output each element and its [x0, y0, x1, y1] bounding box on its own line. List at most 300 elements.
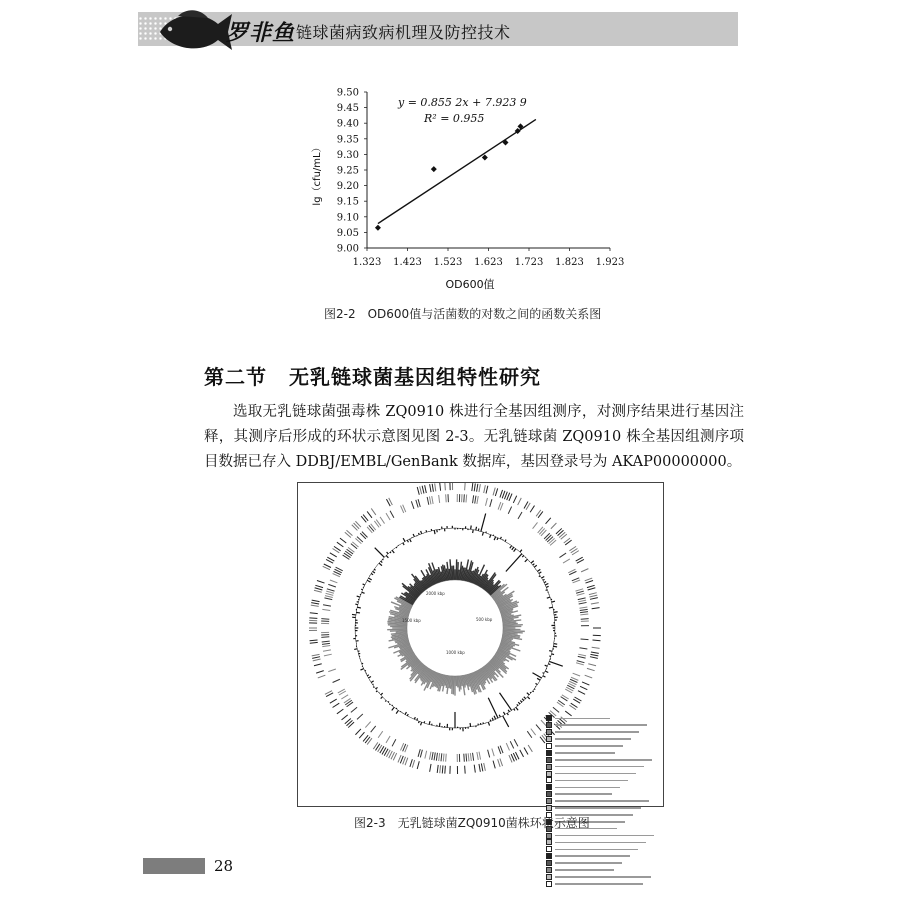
gc-spike — [520, 550, 522, 552]
gc-spike — [488, 722, 489, 725]
gene-tick — [321, 637, 329, 638]
gene-tick — [479, 752, 481, 760]
legend-item — [546, 853, 658, 860]
gene-tick — [580, 686, 587, 689]
legend-text-line — [555, 731, 639, 733]
gc-spike — [490, 720, 491, 722]
gc-spike — [500, 537, 501, 539]
gene-tick — [563, 559, 570, 563]
y-tick-label: 9.15 — [336, 196, 359, 208]
legend-text-line — [555, 745, 623, 747]
gene-tick — [367, 511, 372, 517]
y-tick-label: 9.50 — [336, 87, 359, 99]
gene-tick — [587, 585, 595, 587]
gc-spike — [387, 552, 388, 554]
gc-spike — [532, 673, 541, 678]
fish-icon — [156, 8, 234, 54]
legend-swatch — [546, 874, 552, 880]
gene-tick — [530, 506, 534, 513]
gene-tick — [495, 488, 497, 496]
gc-spike — [545, 671, 548, 672]
gc-spike — [549, 651, 552, 652]
gc-spike — [503, 716, 509, 727]
gc-spike — [510, 546, 512, 549]
scale-label-2000: 2000 kbp — [426, 591, 445, 596]
legend-item — [546, 715, 658, 722]
gene-tick — [355, 538, 361, 543]
gene-tick — [493, 488, 495, 496]
gc-spike — [527, 693, 529, 695]
figure-2-2-caption: 图2-2 OD600值与活菌数的对数之间的函数关系图 — [324, 307, 602, 321]
gene-tick — [316, 671, 324, 673]
gene-tick — [439, 495, 440, 503]
gene-tick — [330, 699, 337, 703]
gene-tick — [392, 739, 396, 746]
gc-spike — [546, 586, 548, 587]
gene-tick — [315, 588, 323, 590]
gene-tick — [484, 485, 486, 493]
gene-tick — [485, 498, 487, 506]
gene-tick — [578, 654, 586, 656]
gc-spike — [407, 714, 408, 716]
gene-tick — [322, 641, 330, 642]
gene-tick — [337, 709, 343, 714]
gc-spike — [549, 607, 553, 608]
gene-tick — [580, 609, 588, 610]
gc-spike — [554, 612, 558, 613]
gc-spike — [473, 530, 474, 533]
gc-spike — [542, 576, 545, 578]
legend-text-line — [555, 724, 647, 726]
gene-tick — [510, 741, 514, 748]
legend-text-line — [555, 718, 610, 720]
gc-spike — [419, 721, 420, 723]
gene-tick — [378, 731, 383, 738]
gene-tick — [464, 754, 465, 762]
gene-tick — [465, 483, 466, 490]
gc-spike — [403, 538, 405, 541]
gc-spike — [478, 528, 479, 530]
legend-swatch — [546, 853, 552, 859]
gene-tick — [365, 722, 370, 728]
legend-text-line — [555, 883, 643, 885]
gene-tick — [520, 750, 524, 757]
gene-tick — [518, 498, 522, 505]
gene-tick — [553, 707, 559, 712]
gene-tick — [508, 507, 511, 514]
gene-tick — [357, 714, 363, 719]
gc-spike — [494, 716, 496, 720]
gc-spike — [360, 669, 363, 670]
gc-spike — [512, 547, 514, 550]
legend-text-line — [555, 855, 630, 857]
gene-tick — [371, 726, 376, 732]
legend-text-line — [555, 773, 636, 775]
gene-tick — [536, 725, 541, 731]
gene-tick — [466, 495, 467, 503]
y-tick-label: 9.20 — [336, 181, 359, 193]
gene-tick — [412, 760, 414, 768]
y-tick-label: 9.10 — [336, 212, 359, 224]
gc-skew-bar — [390, 630, 407, 631]
gene-tick — [477, 484, 478, 492]
gene-tick — [479, 764, 480, 772]
y-tick-label: 9.05 — [336, 227, 359, 239]
gene-tick — [312, 600, 320, 602]
gene-tick — [323, 605, 331, 606]
gc-spike — [367, 580, 370, 582]
gc-spike — [434, 530, 435, 534]
gc-spike — [508, 710, 509, 712]
gene-tick — [317, 580, 325, 583]
gene-tick — [432, 496, 433, 504]
gc-spike — [528, 697, 530, 699]
gene-tick — [314, 590, 322, 592]
legend-item — [546, 784, 658, 791]
gc-spike — [354, 649, 357, 650]
inner-circle — [407, 580, 503, 676]
header-logo-text: 罗非鱼 — [226, 20, 296, 46]
gc-spike — [371, 574, 373, 575]
gc-spike — [506, 554, 522, 572]
gc-spike — [424, 721, 425, 723]
gene-tick — [546, 518, 551, 524]
gc-skew-bar — [503, 625, 523, 626]
x-tick-label: 1.423 — [393, 257, 422, 268]
gene-tick — [437, 765, 438, 773]
gc-spike — [363, 584, 365, 585]
legend-item — [546, 873, 658, 880]
gc-spike — [357, 596, 360, 597]
gene-tick — [474, 765, 475, 773]
gene-tick — [527, 731, 532, 738]
gene-tick — [531, 729, 536, 735]
gene-tick — [417, 761, 419, 769]
legend-text-line — [555, 793, 612, 795]
gc-spike — [535, 683, 537, 684]
legend-item — [546, 791, 658, 798]
legend-item — [546, 805, 658, 812]
gene-tick — [575, 589, 583, 591]
gc-spike — [371, 681, 374, 683]
gc-spike — [499, 715, 500, 717]
gc-spike — [488, 698, 498, 719]
section-title-text: 无乳链球菌基因组特性研究 — [289, 365, 541, 389]
legend-item — [546, 832, 658, 839]
legend-swatch — [546, 729, 552, 735]
gc-spike — [525, 559, 528, 562]
gene-tick — [592, 647, 600, 648]
gc-spike — [543, 673, 545, 674]
gene-tick — [432, 484, 433, 492]
gc-spike — [417, 718, 418, 720]
gc-spike — [373, 571, 375, 573]
gc-spike — [414, 717, 415, 719]
gene-tick — [441, 753, 442, 761]
scale-label-1500: 1500 kbp — [402, 618, 421, 623]
gene-tick — [592, 608, 600, 609]
gene-tick — [386, 736, 390, 743]
gc-spike — [392, 707, 394, 710]
gc-spike — [514, 709, 515, 711]
gene-tick — [315, 585, 323, 587]
gene-tick — [446, 754, 447, 762]
gene-tick — [490, 499, 492, 507]
gene-tick — [405, 758, 408, 766]
gene-tick — [578, 656, 586, 658]
data-point — [431, 166, 437, 172]
gc-spike — [381, 697, 383, 699]
gene-tick — [580, 612, 588, 613]
gene-tick — [325, 596, 333, 598]
gc-skew-bar — [457, 676, 458, 688]
x-tick-labels — [353, 248, 625, 268]
r-squared-label: R² = 0.955 — [424, 112, 485, 125]
gene-tick — [340, 538, 346, 543]
gene-tick — [466, 754, 467, 762]
x-tick-label: 1.323 — [352, 257, 382, 268]
legend-text-line — [555, 752, 615, 754]
gc-spike — [545, 665, 548, 666]
gene-tick — [493, 761, 495, 769]
legend-swatch — [546, 743, 552, 749]
legend-item — [546, 846, 658, 853]
figure-2-3-genome-map — [297, 482, 664, 807]
gene-tick — [362, 532, 368, 538]
gene-tick — [473, 753, 474, 761]
legend-swatch — [546, 771, 552, 777]
gene-tick — [310, 640, 318, 641]
gene-tick — [577, 593, 585, 595]
gene-tick — [547, 537, 553, 542]
gc-spike — [537, 678, 540, 680]
gc-spike — [545, 583, 548, 584]
gc-spike — [549, 661, 563, 666]
gene-tick — [580, 614, 588, 615]
gene-tick — [588, 588, 596, 590]
gc-spike — [471, 525, 472, 529]
gene-tick — [435, 483, 436, 491]
gene-tick — [418, 499, 420, 507]
gene-tick — [322, 643, 330, 644]
gc-spike — [543, 579, 545, 580]
gene-tick — [323, 650, 331, 651]
gene-tick — [585, 578, 593, 581]
gene-tick — [581, 569, 588, 572]
gc-spike — [534, 565, 536, 567]
gene-tick — [386, 513, 390, 520]
gc-spike — [543, 676, 546, 677]
y-tick-label: 9.30 — [336, 149, 359, 161]
gene-tick — [359, 732, 364, 738]
gc-spike — [533, 564, 535, 565]
gc-spike — [482, 532, 483, 535]
legend-item — [546, 798, 658, 805]
gene-tick — [432, 752, 433, 760]
gc-spike — [539, 572, 541, 574]
y-tick-label: 9.35 — [336, 134, 359, 146]
gc-spike — [470, 723, 471, 727]
gene-tick — [425, 751, 427, 759]
gene-tick — [590, 654, 598, 656]
gene-tick — [591, 603, 599, 604]
gene-tick — [585, 675, 593, 678]
gc-spike — [497, 538, 498, 540]
y-tick-label: 9.00 — [336, 243, 359, 255]
gene-tick — [328, 669, 336, 672]
gc-spike — [505, 540, 506, 542]
gene-tick — [498, 759, 500, 767]
gene-tick — [411, 501, 414, 509]
gene-tick — [472, 483, 473, 491]
gene-tick — [518, 512, 522, 519]
x-tick-label: 1.923 — [595, 257, 625, 268]
gene-tick — [430, 764, 431, 772]
gene-tick — [440, 483, 441, 491]
gene-tick — [313, 659, 321, 661]
gene-tick — [538, 527, 543, 533]
gc-spike — [492, 718, 493, 721]
data-points — [375, 119, 536, 230]
gene-tick — [434, 752, 435, 760]
figure-2-3-caption: 图2-3 无乳链球菌ZQ0910菌株环状示意图 — [354, 816, 590, 830]
gene-tick — [429, 496, 431, 504]
gc-spike — [396, 710, 398, 713]
gene-tick — [474, 483, 475, 491]
gc-spike — [553, 646, 557, 647]
gene-tick — [309, 618, 317, 619]
gene-tick — [470, 753, 471, 761]
section-number: 第二节 — [204, 365, 267, 389]
y-axis-label: lg（cfu/mL） — [312, 142, 323, 206]
gc-skew-ring — [387, 559, 525, 695]
gene-tick — [579, 648, 587, 649]
gene-tick — [311, 605, 319, 606]
gene-tick — [506, 743, 509, 750]
gene-tick — [328, 584, 336, 587]
gene-tick — [464, 494, 465, 502]
gene-tick — [326, 591, 334, 593]
gene-tick — [465, 766, 466, 774]
legend-text-line — [555, 862, 622, 864]
gene-tick — [492, 748, 494, 756]
legend-swatch — [546, 881, 552, 887]
x-axis-label: OD600值 — [445, 278, 495, 291]
legend-item — [546, 763, 658, 770]
gene-tick — [333, 703, 340, 707]
gc-spike — [421, 531, 422, 534]
legend-swatch — [546, 750, 552, 756]
gc-spike — [386, 555, 388, 557]
gene-tick — [429, 752, 431, 760]
gene-tick — [442, 765, 443, 773]
gene-tick — [539, 528, 544, 534]
gene-tick — [418, 749, 420, 757]
gene-tick — [577, 661, 585, 663]
gene-tick — [439, 753, 440, 761]
trendline-equation: y = 0.855 2x + 7.923 9 — [398, 96, 527, 109]
gene-tick — [342, 715, 348, 720]
gene-tick — [318, 675, 326, 678]
gc-spike — [439, 723, 440, 727]
gene-tick — [357, 537, 363, 542]
legend-item — [546, 867, 658, 874]
gene-tick — [559, 553, 566, 557]
gc-spike — [356, 612, 360, 613]
gene-tick — [473, 495, 474, 503]
gc-spike — [547, 597, 550, 598]
gene-tick — [551, 523, 557, 529]
legend-item — [546, 756, 658, 763]
legend-swatch — [546, 784, 552, 790]
legend-item — [546, 770, 658, 777]
gene-tick — [410, 759, 412, 767]
gene-tick — [310, 642, 318, 643]
body-paragraph: 选取无乳链球菌强毒株 ZQ0910 株进行全基因组测序，对测序结果进行基因注释，其测序后形成的环状示意图见图 2-3。无乳链球菌 ZQ0910 株全基因组测序项目数据已存入 DDBJ/EMBL/GenBank 数据库，基因登录号为 AKAP00000000。 — [204, 404, 744, 470]
legend-item — [546, 860, 658, 867]
gene-tick — [324, 654, 332, 656]
scale-label-1000: 1000 kbp — [446, 650, 465, 655]
y-tick-label: 9.45 — [336, 103, 359, 115]
gc-spike — [503, 712, 505, 715]
gc-spike — [500, 693, 512, 711]
gene-tick — [324, 598, 332, 600]
gene-tick — [445, 766, 446, 774]
gc-spike — [374, 569, 375, 570]
legend-item — [546, 880, 658, 887]
gene-tick — [314, 664, 322, 666]
gc-spike — [379, 563, 382, 566]
trendline — [378, 119, 536, 223]
gc-spike — [368, 677, 371, 678]
legend-text-line — [555, 787, 620, 789]
gene-tick — [589, 593, 597, 595]
gc-spike — [419, 533, 420, 535]
gc-spike — [520, 701, 522, 703]
y-tick-label: 9.25 — [336, 165, 359, 177]
running-header — [138, 6, 898, 54]
gc-spike — [531, 561, 534, 563]
gene-tick — [513, 496, 516, 503]
gene-tick — [579, 602, 587, 604]
legend-swatch — [546, 736, 552, 742]
gene-tick — [310, 613, 318, 614]
gene-tick — [590, 598, 598, 600]
gene-tick — [550, 540, 556, 545]
gene-tick — [446, 494, 447, 502]
gene-tick — [486, 486, 488, 494]
legend-swatch — [546, 805, 552, 811]
gene-tick — [468, 753, 469, 761]
gene-tick — [337, 542, 343, 547]
gene-tick — [355, 729, 360, 735]
footer-band — [143, 858, 205, 874]
gene-tick — [579, 607, 587, 608]
legend-swatch — [546, 798, 552, 804]
gene-tick — [311, 603, 319, 604]
gene-tick — [488, 750, 490, 758]
gene-tick — [436, 753, 437, 761]
legend-text-line — [555, 800, 649, 802]
legend-text-line — [555, 738, 631, 740]
gc-spike — [362, 592, 365, 593]
section-heading — [204, 361, 563, 390]
gc-spike — [405, 712, 406, 715]
gene-tick — [425, 485, 427, 493]
gene-tick — [330, 553, 337, 557]
gene-tick — [312, 654, 320, 656]
gene-tick — [475, 496, 476, 504]
